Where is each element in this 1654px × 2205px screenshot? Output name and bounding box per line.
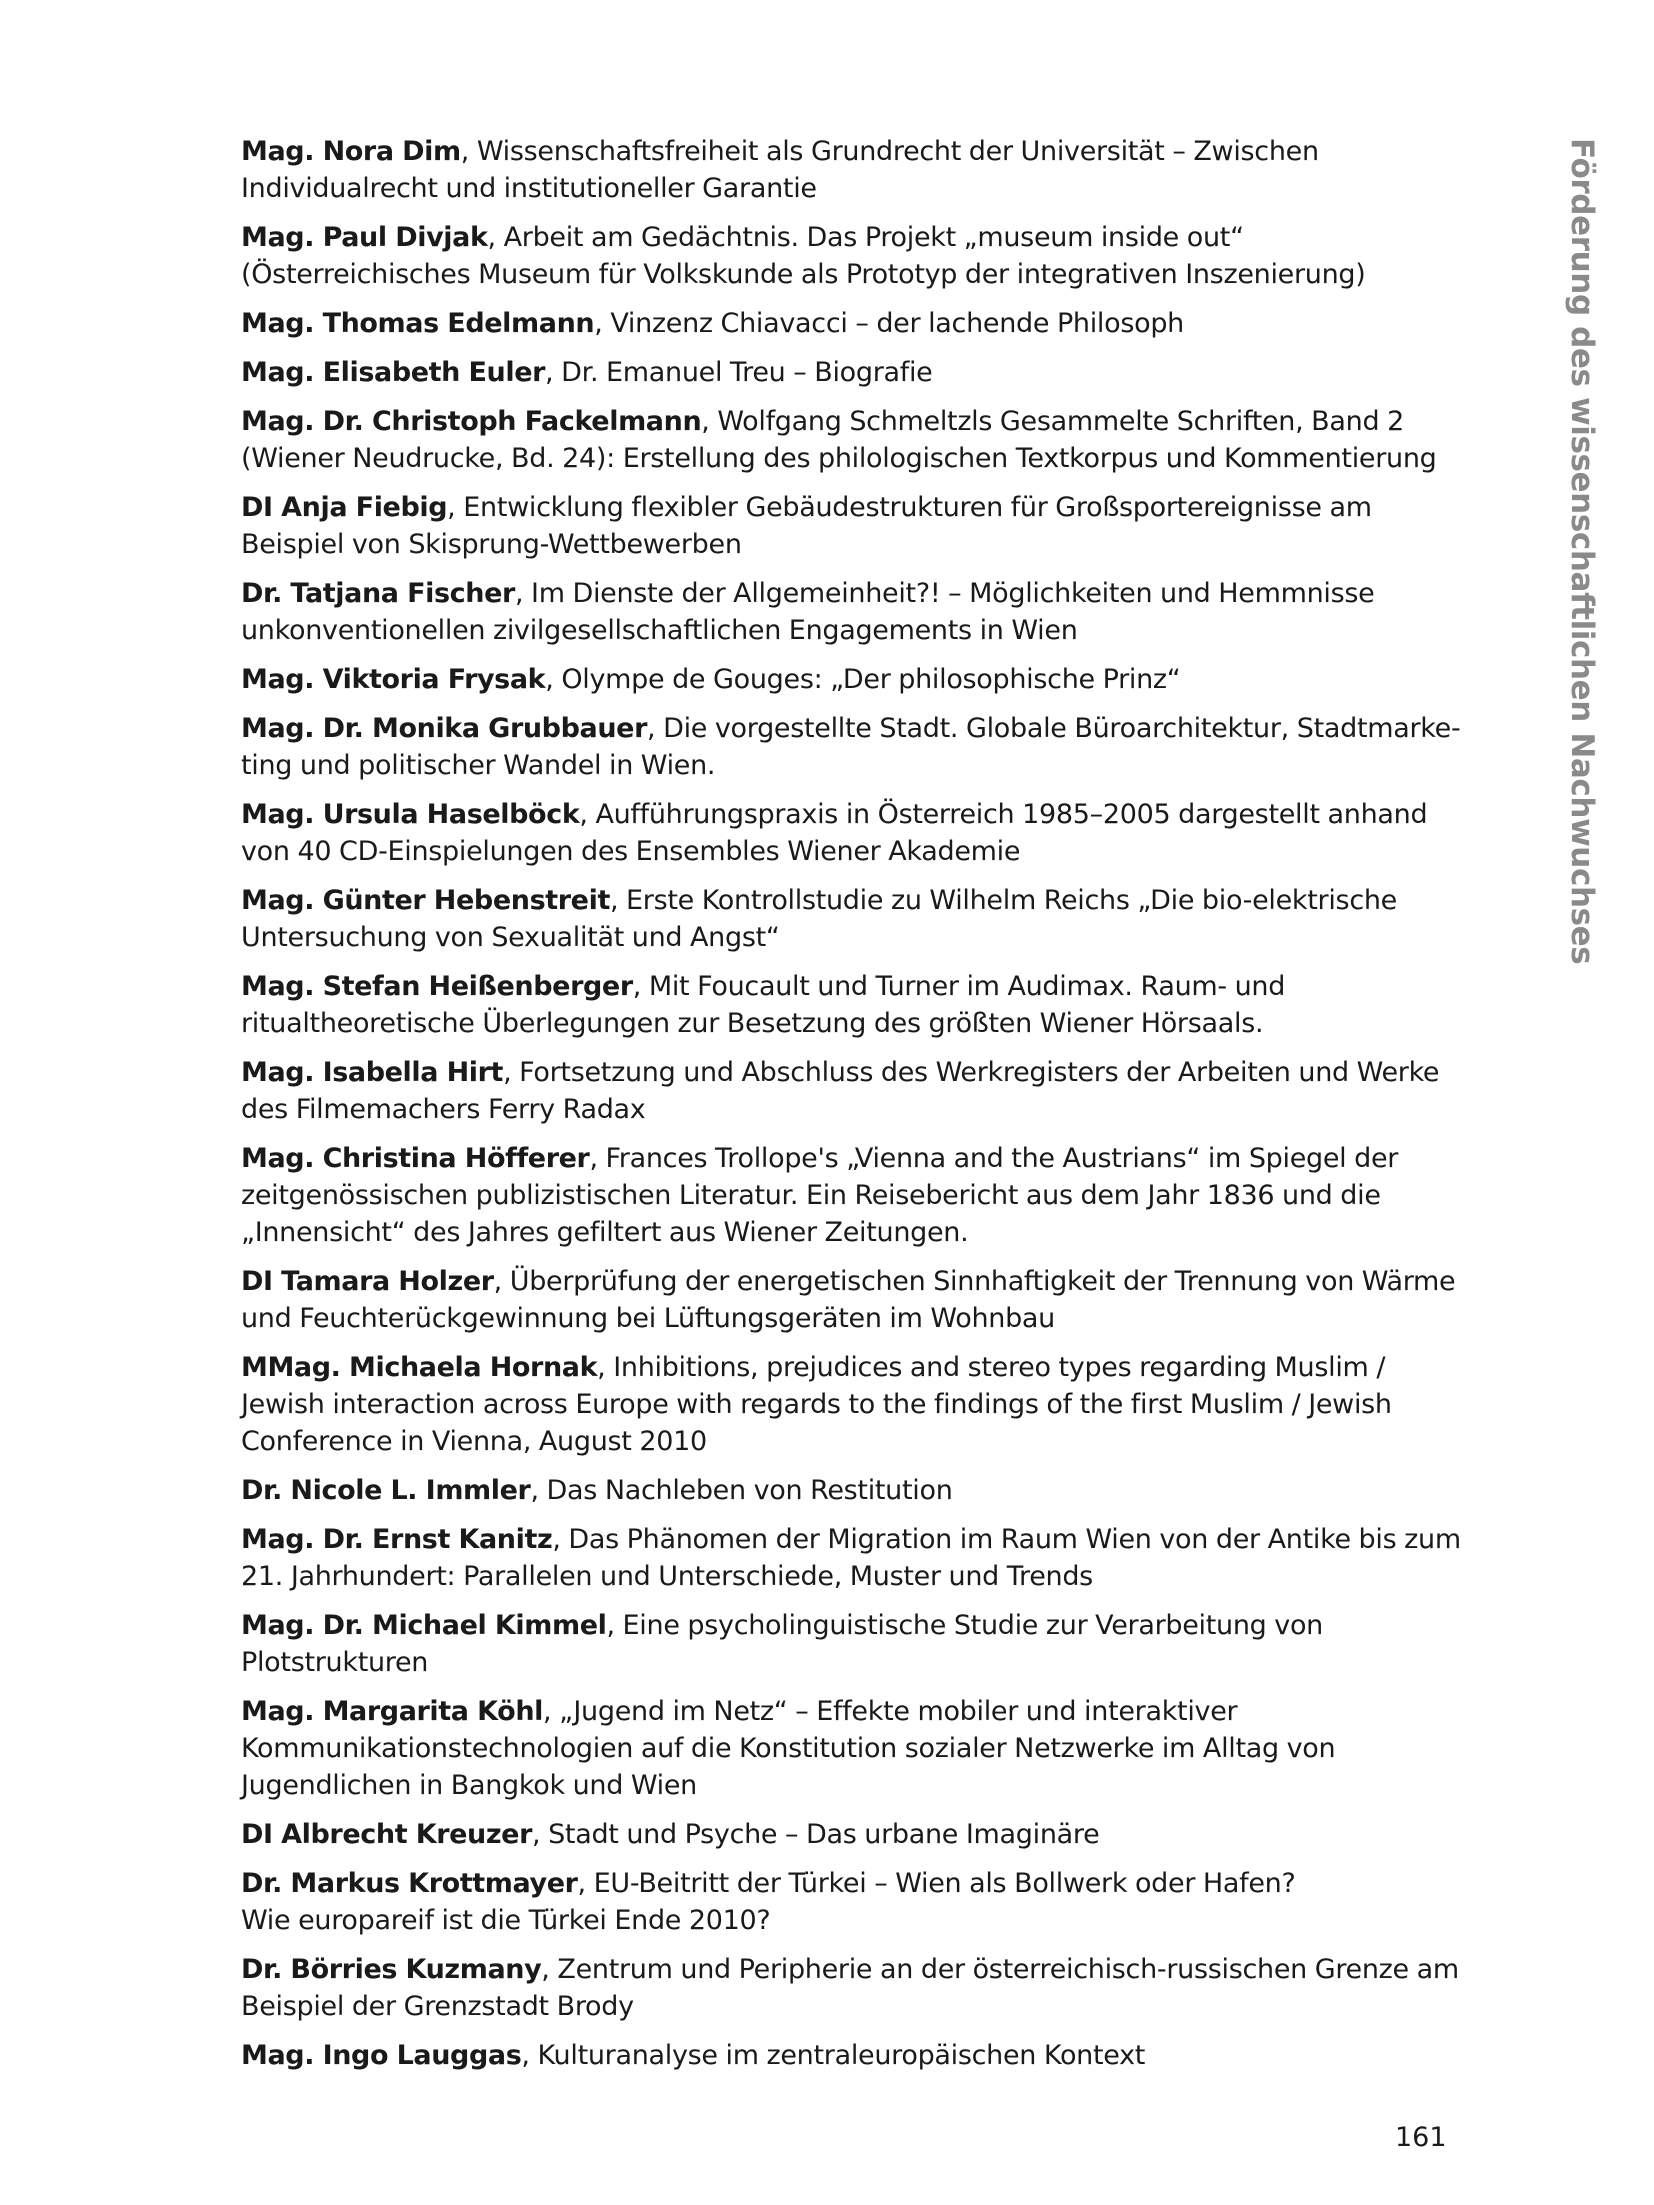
author-name: Dr. Tatjana Fischer: [241, 578, 515, 609]
list-item: Dr. Börries Kuzmany, Zentrum und Peripherie an der österreichisch-russischen Grenze am Beispiel der Grenzstadt Brody: [241, 1954, 1459, 2022]
author-name: Dr. Nicole L. Immler: [241, 1475, 531, 1506]
author-name: Mag. Elisabeth Euler: [241, 357, 546, 388]
list-item: DI Albrecht Kreuzer, Stadt und Psyche – Das urbane Imaginäre: [241, 1819, 1100, 1850]
project-title: Vinzenz Chiavacci – der lachende Philosoph: [610, 308, 1184, 339]
list-item: Mag. Stefan Heißenberger, Mit Foucault und Turner im Audimax. Raum- und ritualtheoretische Überlegungen zur Besetzung des größten Wiener Hörsaals.: [241, 971, 1286, 1039]
project-title: „Jugend im Netz“ – Effekte mobiler und interaktiver Kommunikationstechnologien auf die Konstitution sozialer Netzwerke im Alltag von Jugendlichen in Bangkok und Wien: [241, 1696, 1336, 1801]
list-item: Dr. Markus Krottmayer, EU-Beitritt der Türkei – Wien als Bollwerk oder Hafen? Wie europareif ist die Türkei Ende 2010?: [241, 1868, 1296, 1936]
project-title: Entwicklung flexibler Gebäudestrukturen für Großsportereignisse am Beispiel von Skisprung-Wettbewerben: [241, 492, 1372, 560]
author-name: Mag. Dr. Michael Kimmel: [241, 1610, 607, 1641]
list-item: Mag. Elisabeth Euler, Dr. Emanuel Treu – Biografie: [241, 357, 933, 388]
project-title: Arbeit am Gedächtnis. Das Projekt „museum inside out“ (Österreichisches Museum für Volkskunde als Prototyp der integrativen Inszenierung): [241, 222, 1366, 290]
list-item: DI Tamara Holzer, Überprüfung der energetischen Sinnhaftigkeit der Trennung von Wärme und Feuchterückgewinnung bei Lüftungsgeräten im Wohnbau: [241, 1266, 1456, 1334]
project-title: Fortsetzung und Abschluss des Werkregisters der Arbeiten und Werke des Filmemachers Ferry Radax: [241, 1057, 1440, 1125]
author-name: MMag. Michaela Hornak: [241, 1352, 598, 1383]
list-item: Mag. Christina Höfferer, Frances Trollope's „Vienna and the Austrians“ im Spiegel der zeitgenössischen publizistischen Literatur. Ein Reisebericht aus dem Jahr 1836 und die „Innensicht“ des Jahres gefiltert aus Wiener Zeitungen.: [241, 1143, 1399, 1248]
project-title: Überprüfung der energetischen Sinnhaftigkeit der Trennung von Wärme und Feuchterückgewinnung bei Lüftungsgeräten im Wohnbau: [241, 1266, 1456, 1334]
author-name: Mag. Günter Hebenstreit: [241, 885, 610, 916]
author-name: Mag. Christina Höfferer: [241, 1143, 590, 1174]
author-name: Mag. Stefan Heißenberger: [241, 971, 633, 1002]
list-item: Mag. Isabella Hirt, Fortsetzung und Abschluss des Werkregisters der Arbeiten und Werke des Filmemachers Ferry Radax: [241, 1057, 1440, 1125]
project-title: Olympe de Gouges: „Der philosophische Prinz“: [561, 664, 1181, 695]
project-title: Stadt und Psyche – Das urbane Imaginäre: [548, 1819, 1100, 1850]
author-name: DI Albrecht Kreuzer: [241, 1819, 533, 1850]
project-title: Im Dienste der Allgemeinheit?! – Möglichkeiten und Hemmnisse unkonventionellen zivilgesellschaftlichen Engagements in Wien: [241, 578, 1375, 646]
list-item: Mag. Margarita Köhl, „Jugend im Netz“ – Effekte mobiler und interaktiver Kommunikationstechnologien auf die Konstitution sozialer Netzwerke im Alltag von Jugendlichen in Bangkok und Wien: [241, 1696, 1336, 1801]
list-item: Mag. Dr. Michael Kimmel, Eine psycholinguistische Studie zur Verarbeitung von Plotstrukturen: [241, 1610, 1323, 1678]
project-title: Frances Trollope's „Vienna and the Austrians“ im Spiegel der zeitgenössischen publizistischen Literatur. Ein Reisebericht aus dem Jahr 1836 und die „Innensicht“ des Jahres gefiltert aus Wiener Zeitungen.: [241, 1143, 1399, 1248]
project-title: Wissenschaftsfreiheit als Grundrecht der Universität – Zwischen Individualrecht und institutioneller Garantie: [241, 136, 1319, 204]
project-title: Kulturanalyse im zentraleuropäischen Kontext: [537, 2040, 1146, 2071]
project-title: Dr. Emanuel Treu – Biografie: [561, 357, 933, 388]
list-item: Mag. Dr. Monika Grubbauer, Die vorgestellte Stadt. Globale Büroarchitektur, Stadtmarketing und politischer Wandel in Wien.: [241, 713, 1461, 781]
list-item: DI Anja Fiebig, Entwicklung flexibler Gebäudestrukturen für Großsportereignisse am Beispiel von Skisprung-Wettbewerben: [241, 492, 1372, 560]
list-item: Mag. Dr. Ernst Kanitz, Das Phänomen der Migration im Raum Wien von der Antike bis zum 21. Jahrhundert: Parallelen und Unterschiede, Muster und Trends: [241, 1524, 1461, 1592]
project-title: Mit Foucault und Turner im Audimax. Raum- und ritualtheoretische Überlegungen zur Besetzung des größten Wiener Hörsaals.: [241, 971, 1286, 1039]
author-name: Dr. Börries Kuzmany: [241, 1954, 542, 1985]
author-name: Mag. Margarita Köhl: [241, 1696, 543, 1727]
project-title: EU-Beitritt der Türkei – Wien als Bollwerk oder Hafen? Wie europareif ist die Türkei Ende 2010?: [241, 1868, 1296, 1936]
list-item: Mag. Paul Divjak, Arbeit am Gedächtnis. Das Projekt „museum inside out“ (Österreichisches Museum für Volkskunde als Prototyp der integrativen Inszenierung): [241, 222, 1366, 290]
author-name: Mag. Dr. Christoph Fackelmann: [241, 406, 702, 437]
author-name: DI Tamara Holzer: [241, 1266, 494, 1297]
author-name: Mag. Thomas Edelmann: [241, 308, 595, 339]
running-section-title: Förderung des wissenschaftlichen Nachwuchses: [1564, 138, 1600, 965]
project-title: Aufführungspraxis in Österreich 1985–2005 dargestellt anhand von 40 CD-Einspielungen des Ensembles Wiener Akademie: [241, 799, 1428, 867]
author-name: Mag. Ingo Lauggas: [241, 2040, 522, 2071]
list-item: Mag. Viktoria Frysak, Olympe de Gouges: „Der philosophische Prinz“: [241, 664, 1181, 695]
author-name: Mag. Nora Dim: [241, 136, 461, 167]
project-title: Erste Kontrollstudie zu Wilhelm Reichs „Die bio-elektrische Untersuchung von Sexualität und Angst“: [241, 885, 1397, 953]
list-item: Mag. Nora Dim, Wissenschaftsfreiheit als Grundrecht der Universität – Zwischen Individualrecht und institutioneller Garantie: [241, 136, 1319, 204]
author-name: Mag. Ursula Haselböck: [241, 799, 580, 830]
author-name: Mag. Dr. Ernst Kanitz: [241, 1524, 553, 1555]
author-name: Mag. Isabella Hirt: [241, 1057, 504, 1088]
author-name: Dr. Markus Krottmayer: [241, 1868, 578, 1899]
project-title: Die vorgestellte Stadt. Globale Büroarchitektur, Stadtmarketing und politischer Wandel in Wien.: [241, 713, 1461, 781]
project-title: Inhibitions, prejudices and stereo types regarding Muslim / Jewish interaction across Europe with regards to the findings of the first Muslim / Jewish Conference in Vienna, August 2010: [241, 1352, 1392, 1457]
list-item: Mag. Ursula Haselböck, Aufführungspraxis in Österreich 1985–2005 dargestellt anhand von 40 CD-Einspielungen des Ensembles Wiener Akademie: [241, 799, 1428, 867]
list-item: MMag. Michaela Hornak, Inhibitions, prejudices and stereo types regarding Muslim / Jewish interaction across Europe with regards to the findings of the first Muslim / Jewish Conference in Vienna, August 2010: [241, 1352, 1392, 1457]
entry-list: [241, 133, 1461, 2086]
page-number: 161: [1395, 2122, 1447, 2153]
author-name: Mag. Dr. Monika Grubbauer: [241, 713, 647, 744]
list-item: Mag. Ingo Lauggas, Kulturanalyse im zentraleuropäischen Kontext: [241, 2040, 1146, 2071]
list-item: Dr. Nicole L. Immler, Das Nachleben von Restitution: [241, 1475, 953, 1506]
list-item: Dr. Tatjana Fischer, Im Dienste der Allgemeinheit?! – Möglichkeiten und Hemmnisse unkonventionellen zivilgesellschaftlichen Engagements in Wien: [241, 578, 1375, 646]
project-title: Zentrum und Peripherie an der österreichisch-russischen Grenze am Beispiel der Grenzstadt Brody: [241, 1954, 1459, 2022]
project-title: Das Phänomen der Migration im Raum Wien von der Antike bis zum 21. Jahrhundert: Parallelen und Unterschiede, Muster und Trends: [241, 1524, 1461, 1592]
author-name: DI Anja Fiebig: [241, 492, 448, 523]
project-title: Eine psycholinguistische Studie zur Verarbeitung von Plotstrukturen: [241, 1610, 1323, 1678]
list-item: Mag. Günter Hebenstreit, Erste Kontrollstudie zu Wilhelm Reichs „Die bio-elektrische Untersuchung von Sexualität und Angst“: [241, 885, 1397, 953]
author-name: Mag. Paul Divjak: [241, 222, 488, 253]
author-name: Mag. Viktoria Frysak: [241, 664, 546, 695]
project-title: Wolfgang Schmeltzls Gesammelte Schriften, Band 2 (Wiener Neudrucke, Bd. 24): Erstellung des philologischen Textkorpus und Kommentierung: [241, 406, 1437, 474]
project-title: Das Nachleben von Restitution: [546, 1475, 953, 1506]
list-item: Mag. Thomas Edelmann, Vinzenz Chiavacci – der lachende Philosoph: [241, 308, 1184, 339]
list-item: Mag. Dr. Christoph Fackelmann, Wolfgang Schmeltzls Gesammelte Schriften, Band 2 (Wiener Neudrucke, Bd. 24): Erstellung des philologischen Textkorpus und Kommentierung: [241, 406, 1437, 474]
